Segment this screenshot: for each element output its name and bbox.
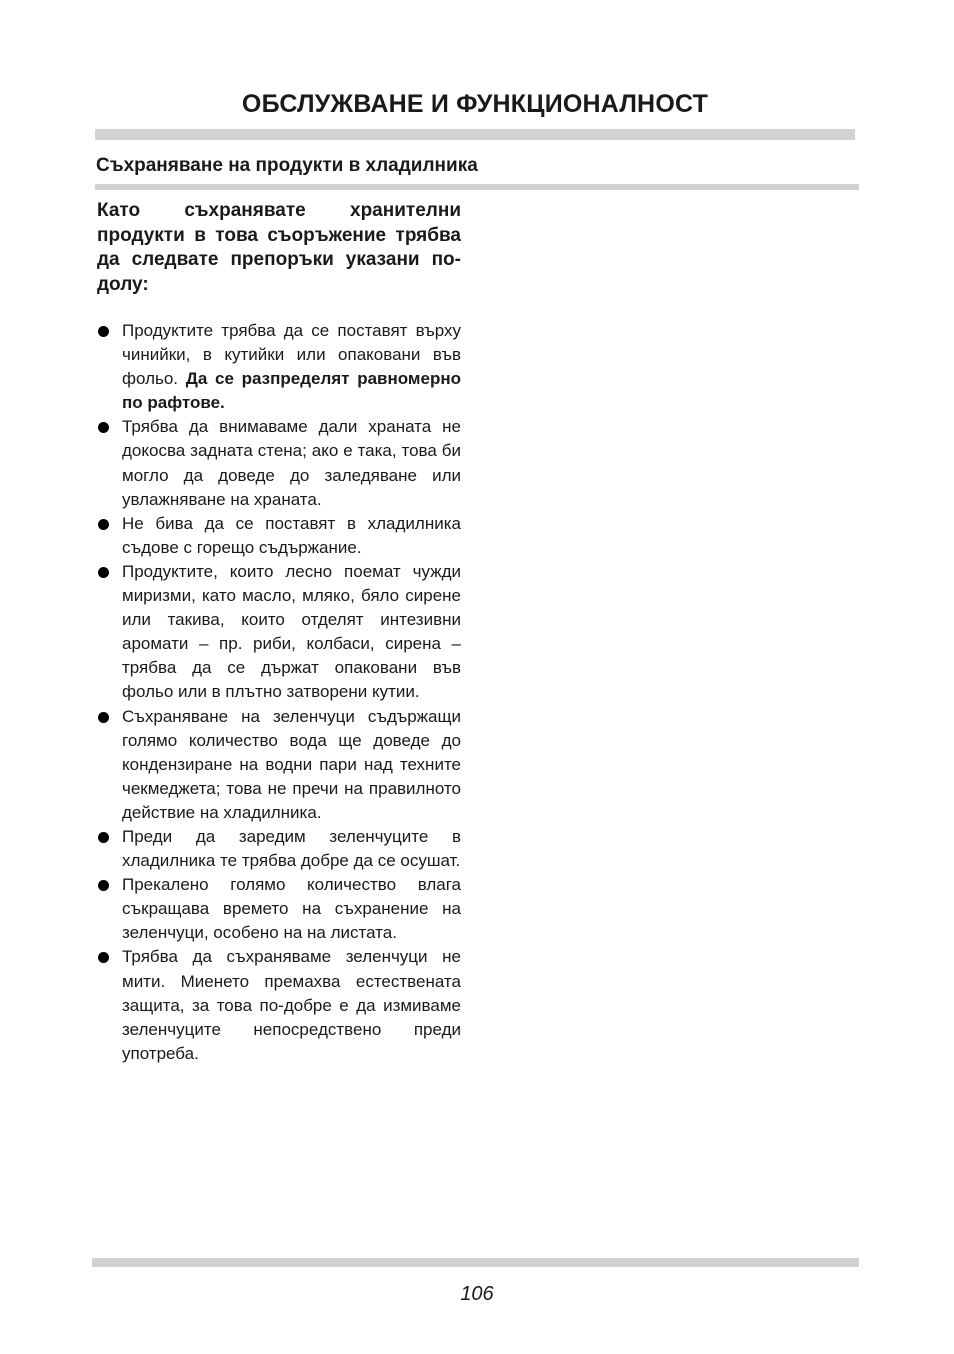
list-item <box>97 319 461 415</box>
bullet-icon <box>98 880 109 891</box>
list-item-text: Продуктите, които лесно поемат чужди миризми, като масло, мляко, бяло сирене или такива, които отделят интезивни аромати – пр. риби, колбаси, сирена – трябва да се държат опаковани във фольо или в плътно затворени кутии. <box>122 561 461 702</box>
footer-divider <box>92 1258 859 1267</box>
bullet-icon <box>98 567 109 578</box>
list-item <box>97 705 461 825</box>
section-divider <box>95 184 859 190</box>
list-item <box>97 945 461 1065</box>
bullet-icon <box>98 712 109 723</box>
bullet-icon <box>98 422 109 433</box>
recommendations-list <box>97 319 461 1066</box>
list-item-text: Преди да заредим зеленчуците в хладилника те трябва добре да се осушат. <box>122 826 461 871</box>
list-item <box>97 415 461 511</box>
page-title: ОБСЛУЖВАНЕ И ФУНКЦИОНАЛНОСТ <box>241 90 709 118</box>
bullet-icon <box>98 519 109 530</box>
list-item <box>97 560 461 705</box>
list-item-text: Трябва да съхраняваме зеленчуци не мити. Миенето премахва естествената защита, за това по-добре е да измиваме зеленчуците непосредствено преди употреба. <box>122 947 461 1063</box>
bullet-icon <box>98 326 109 337</box>
list-item-text: Трябва да внимаваме дали храната не докосва задната стена; ако е така, това би могло да доведе до заледяване или увлажняване на храната. <box>122 417 461 509</box>
list-item-text: Прекалено голямо количество влага съкращава времето на съхранение на зеленчуци, особено на на листата. <box>122 875 461 943</box>
list-item-text: Съхраняване на зеленчуци съдържащи голямо количество вода ще доведе до кондензиране на водни пари над техните чекмеджета; това не пречи на правилното действие на хладилника. <box>122 706 461 822</box>
list-item <box>97 512 461 560</box>
intro-paragraph: Като съхранявате хранителни продукти в това съоръжение трябва да следвате препоръки указани по-долу: <box>97 200 461 295</box>
list-item-text: Продуктите трябва да се поставят върху чинийки, в кутийки или опаковани във фольо. <box>122 321 461 389</box>
header-divider <box>95 129 855 140</box>
bullet-icon <box>98 952 109 963</box>
page-number: 106 <box>460 1283 494 1305</box>
list-item-emphasis: Да се разпределят равномерно по рафтове. <box>122 369 461 413</box>
list-item <box>97 825 461 873</box>
bullet-icon <box>98 832 109 843</box>
section-title: Съхраняване на продукти в хладилника <box>96 155 478 176</box>
list-item-text: Не бива да се поставят в хладилника съдове с горещо съдържание. <box>122 513 461 557</box>
list-item <box>97 873 461 945</box>
